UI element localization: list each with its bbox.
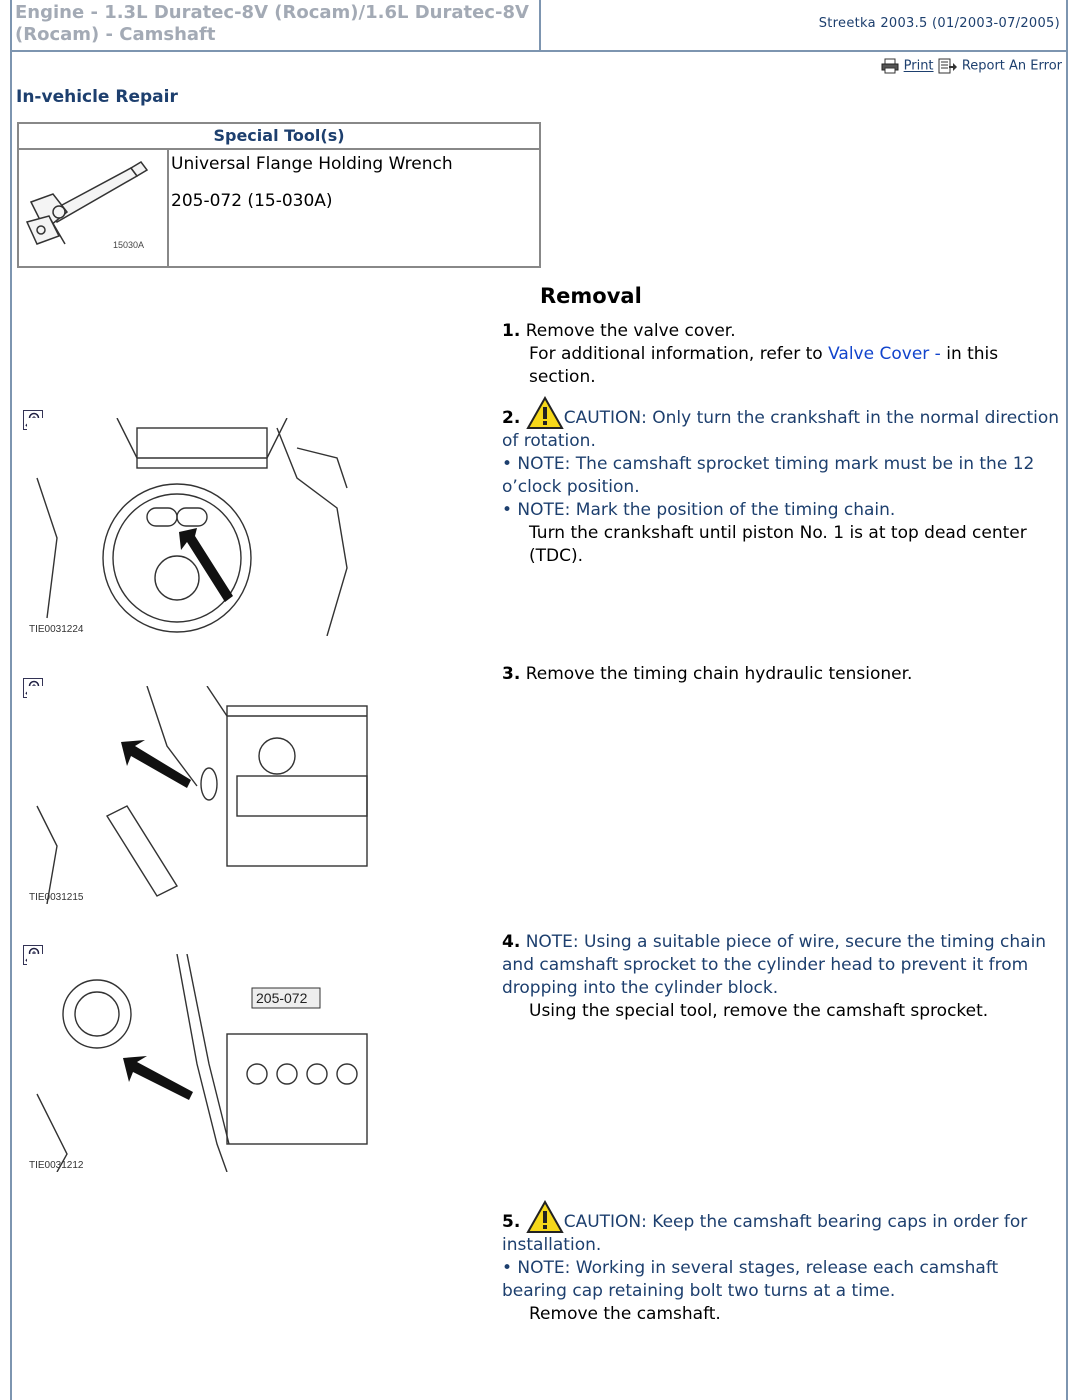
vehicle-model: Streetka 2003.5 (01/2003-07/2005) [818, 16, 1060, 31]
step-text: Remove the timing chain hydraulic tensioner. [525, 664, 913, 684]
warning-triangle-icon [526, 396, 564, 430]
step-subtext [502, 343, 1062, 389]
page-header [12, 0, 1066, 52]
step-3 [502, 663, 1062, 686]
tool-image-cell [19, 150, 169, 266]
print-link[interactable]: Print [903, 58, 934, 74]
step-number: 4. [502, 932, 521, 952]
sprocket-removal-figure [27, 954, 373, 1172]
valve-cover-link[interactable]: Valve Cover - [828, 344, 941, 364]
note-text: NOTE: Using a suitable piece of wire, secure the timing chain and camshaft sprocket to the cylinder head to prevent it from dropping into the cylinder block. [502, 932, 1047, 998]
step-number: 3. [502, 664, 521, 684]
note-text: • NOTE: The camshaft sprocket timing mark must be in the 12 o’clock position. [502, 454, 1035, 497]
figure-3-id: TIE0031212 [29, 1160, 84, 1171]
figure-2-id: TIE0031215 [29, 892, 84, 903]
printer-icon[interactable] [881, 58, 899, 74]
tool-image-label: 15030A [113, 240, 145, 250]
report-error-icon[interactable] [938, 58, 958, 74]
step-text: Remove the valve cover. [525, 321, 736, 341]
page-title: Engine - 1.3L Duratec-8V (Rocam)/1.6L Duratec-8V (Rocam) - Camshaft [15, 2, 529, 45]
warning-triangle-icon [526, 1200, 564, 1234]
section-title: In-vehicle Repair [16, 87, 178, 107]
page-frame [10, 0, 1068, 1400]
step-2 [502, 396, 1062, 568]
removal-heading: Removal [540, 284, 642, 308]
step-4 [502, 931, 1062, 1023]
toolbar [881, 58, 1062, 74]
special-tools-table [17, 122, 541, 268]
tool-number: 205-072 (15-030A) [171, 191, 333, 211]
refer-text-end: in this section. [529, 344, 999, 387]
step-text: Remove the camshaft. [529, 1304, 721, 1324]
flange-wrench-illustration [19, 150, 167, 266]
timing-mark-figure [27, 418, 373, 636]
note-text: • NOTE: Working in several stages, release each camshaft bearing cap retaining bolt two turns at a time. [502, 1258, 999, 1301]
step-number: 1. [502, 321, 521, 341]
caution-text: CAUTION: Only turn the crankshaft in the normal direction of rotation. [502, 408, 1060, 451]
caution-text: CAUTION: Keep the camshaft bearing caps in order for installation. [502, 1212, 1028, 1255]
step-number: 2. [502, 408, 521, 428]
tensioner-figure [27, 686, 373, 904]
refer-text: For additional information, refer to [529, 344, 829, 364]
step-1 [502, 320, 1062, 389]
step-text: Turn the crankshaft until piston No. 1 is at top dead center (TDC). [529, 523, 1027, 566]
step-text: Using the special tool, remove the camshaft sprocket. [529, 1001, 989, 1021]
step-5 [502, 1200, 1062, 1326]
note-text: • NOTE: Mark the position of the timing chain. [502, 500, 896, 520]
step-number: 5. [502, 1212, 521, 1232]
figure-1-id: TIE0031224 [29, 624, 84, 635]
special-tools-header: Special Tool(s) [19, 124, 539, 150]
figure-3-tool-tag: 205-072 [256, 990, 308, 1006]
header-divider [539, 0, 541, 50]
tool-name: Universal Flange Holding Wrench [171, 154, 453, 174]
report-error-link[interactable]: Report An Error [961, 58, 1062, 74]
